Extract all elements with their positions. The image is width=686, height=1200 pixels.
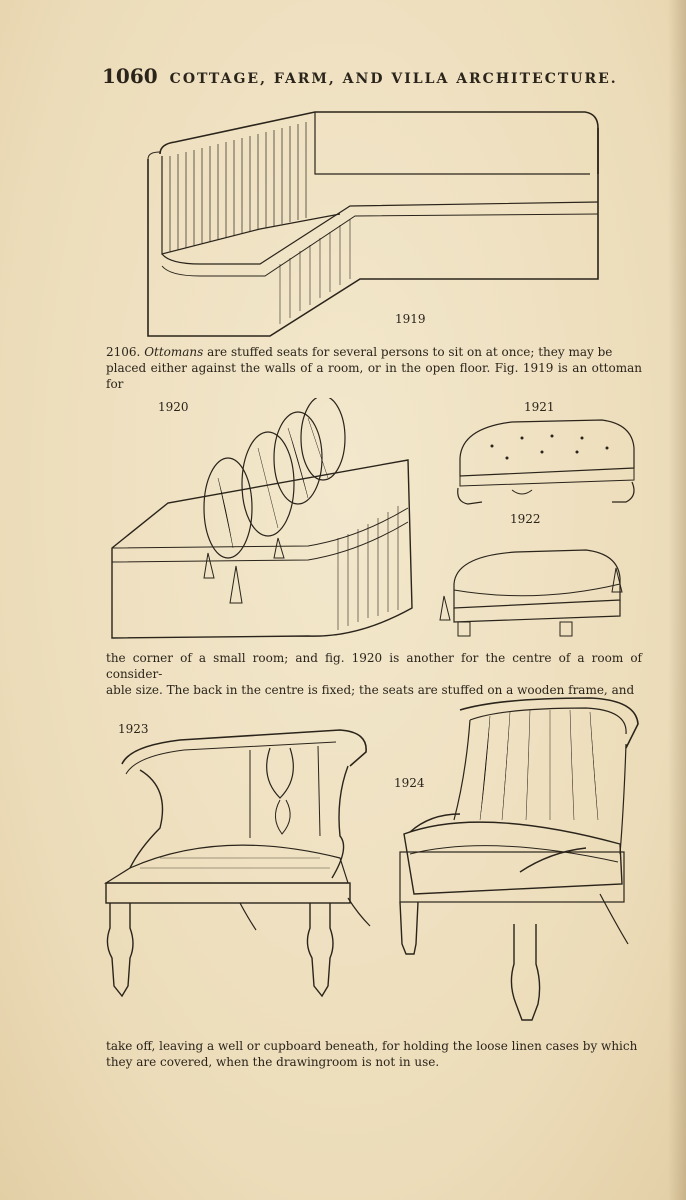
page-edge-shadow [668, 0, 686, 1200]
figure-1922-tasselled-footstool [436, 512, 636, 648]
figure-1923-armchair [100, 718, 380, 1004]
figure-1919-corner-ottoman [140, 104, 600, 344]
figure-1921-footstool [452, 398, 642, 510]
armchair-1923-illustration [100, 718, 380, 1004]
footstool-1921-illustration [452, 398, 642, 510]
figure-number-1919: 1919 [395, 312, 426, 326]
page-header [102, 64, 642, 92]
figure-number-1920: 1920 [158, 400, 189, 414]
figure-number-1921: 1921 [524, 400, 555, 414]
term-ottomans: Ottomans [144, 345, 204, 359]
paragraph-line-4: able size. The back in the centre is fixed; the seats are stuffed on a wooden frame, and [106, 683, 635, 697]
paragraph-continuation-2 [106, 1038, 642, 1070]
paragraph-continuation-1 [106, 650, 642, 698]
centre-ottoman-illustration [108, 398, 418, 646]
figure-number-1922: 1922 [510, 512, 541, 526]
page-number: 1060 [102, 64, 158, 88]
figure-1920-centre-ottoman [108, 398, 418, 646]
paragraph-line-2: placed either against the walls of a room, or in the open floor. Fig. 1919 is an ottoman for [106, 361, 642, 391]
running-title: COTTAGE, FARM, AND VILLA ARCHITECTURE. [169, 71, 618, 87]
figure-number-1923: 1923 [118, 722, 149, 736]
figure-1924-tub-chair [390, 694, 660, 1028]
footstool-1922-illustration [436, 512, 636, 648]
paragraph-number: 2106. [106, 345, 141, 359]
paragraph-line-3: the corner of a small room; and fig. 1920 is another for the centre of a room of consider- [106, 651, 642, 681]
paragraph-line-6: they are covered, when the drawingroom is not in use. [106, 1055, 440, 1069]
paragraph-line-1: are stuffed seats for several persons to sit on at once; they may be [207, 345, 613, 359]
corner-ottoman-illustration [140, 104, 600, 344]
tub-chair-1924-illustration [390, 694, 660, 1028]
paragraph-line-5: take off, leaving a well or cupboard beneath, for holding the loose linen cases by which [106, 1039, 638, 1053]
paragraph-2106 [106, 344, 642, 392]
figure-number-1924: 1924 [394, 776, 425, 790]
